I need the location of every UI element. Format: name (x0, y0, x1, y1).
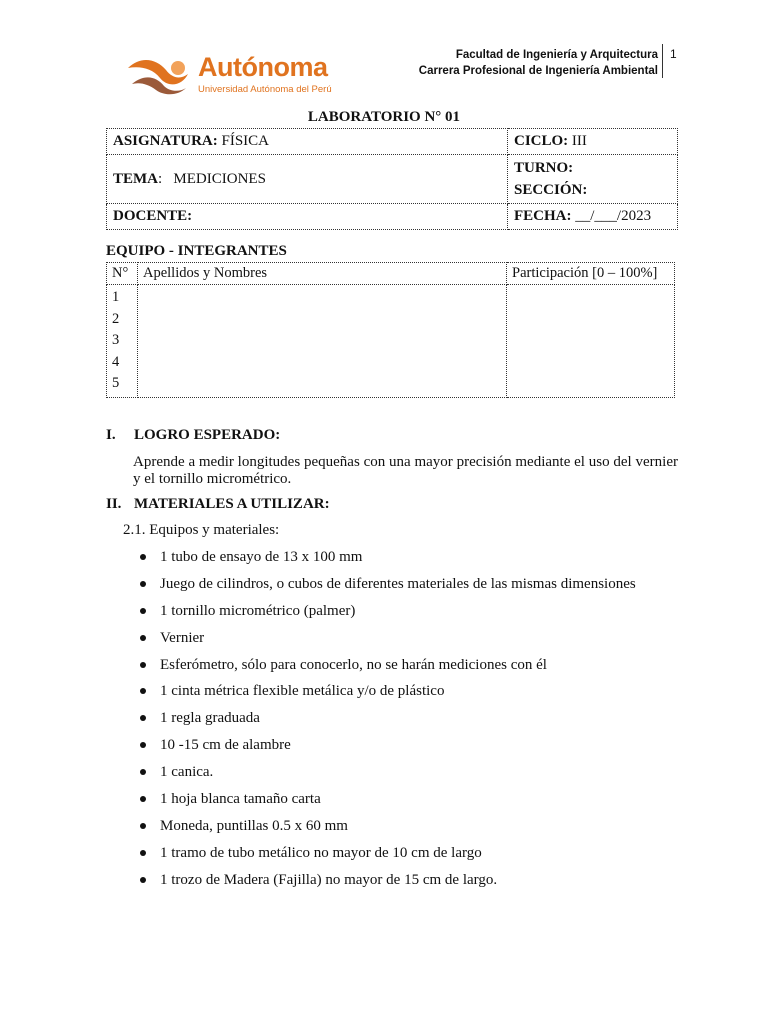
fecha-cell (508, 204, 678, 230)
list-item: Esferómetro, sólo para conocerlo, no se harán mediciones con él (140, 654, 636, 681)
ciclo-cell (508, 129, 678, 155)
docente-cell (107, 204, 508, 230)
list-item: Juego de cilindros, o cubos de diferentes materiales de las mismas dimensiones (140, 573, 636, 600)
names-cell (138, 285, 507, 398)
section-logro-heading (106, 427, 280, 444)
asignatura-label: ASIGNATURA: (113, 133, 218, 149)
list-item: 1 trozo de Madera (Fajilla) no mayor de 15 cm de largo. (140, 869, 636, 896)
materials-list (140, 546, 636, 896)
fecha-label: FECHA: (514, 208, 572, 224)
list-item: 1 tubo de ensayo de 13 x 100 mm (140, 546, 636, 573)
row-number: 4 (112, 353, 120, 370)
asignatura-value: FÍSICA (217, 133, 269, 149)
ciclo-value: III (568, 133, 587, 149)
header-divider (662, 44, 663, 78)
docente-label: DOCENTE: (113, 208, 193, 224)
turno-seccion-cell (508, 155, 678, 204)
section-number: I. (106, 427, 116, 443)
section-title: MATERIALES A UTILIZAR: (134, 496, 330, 512)
career-name: Carrera Profesional de Ingeniería Ambiental (418, 65, 658, 77)
document-title: LABORATORIO N° 01 (307, 109, 461, 125)
tema-cell (107, 155, 508, 204)
participation-cell (507, 285, 675, 398)
logo-mark-icon (126, 54, 192, 96)
list-item: Moneda, puntillas 0.5 x 60 mm (140, 815, 636, 842)
header-institution (419, 47, 658, 79)
tema-value: : MEDICIONES (158, 170, 266, 187)
subsection-title: 2.1. Equipos y materiales: (123, 522, 280, 538)
list-item: 1 tornillo micrométrico (palmer) (140, 600, 636, 627)
row-number: 3 (112, 332, 120, 348)
asignatura-cell (107, 129, 508, 155)
col-name-header: Apellidos y Nombres (138, 263, 507, 285)
section-title: LOGRO ESPERADO: (134, 427, 281, 443)
faculty-name: Facultad de Ingeniería y Arquitectura (455, 49, 658, 61)
list-item: 1 canica. (140, 761, 636, 788)
tema-label: TEMA (113, 170, 158, 187)
turno-label: TURNO: (514, 160, 574, 176)
ciclo-label: CICLO: (514, 133, 569, 149)
row-number: 2 (112, 310, 120, 327)
team-table (106, 262, 675, 398)
list-item: 1 hoja blanca tamaño carta (140, 788, 636, 815)
team-title: EQUIPO - INTEGRANTES (106, 243, 287, 259)
col-part-header: Participación [0 – 100%] (507, 263, 675, 285)
list-item: 1 tramo de tubo metálico no mayor de 10 cm de largo (140, 842, 636, 869)
seccion-label: SECCIÓN: (514, 182, 588, 198)
fecha-value: __/___/2023 (571, 208, 652, 224)
list-item: Vernier (140, 627, 636, 654)
section-number: II. (106, 496, 122, 512)
logro-text: Aprende a medir longitudes pequeñas con una mayor precisión mediante el uso del vernier y el tornillo micrométrico. (133, 454, 678, 487)
section-materiales-heading (106, 496, 330, 513)
team-row-numbers (107, 285, 138, 398)
logo-wordmark: Autónoma (198, 52, 328, 82)
university-logo (126, 50, 346, 100)
logo-subtitle: Universidad Autónoma del Perú (198, 84, 332, 95)
row-number: 5 (112, 375, 120, 391)
list-item: 1 regla graduada (140, 707, 636, 734)
list-item: 1 cinta métrica flexible metálica y/o de plástico (140, 680, 636, 707)
course-info-table (106, 128, 678, 230)
row-number: 1 (112, 289, 120, 305)
page-header (0, 0, 768, 100)
col-num-header: N° (107, 263, 138, 285)
list-item: 10 -15 cm de alambre (140, 734, 636, 761)
page-number: 1 (670, 47, 677, 61)
